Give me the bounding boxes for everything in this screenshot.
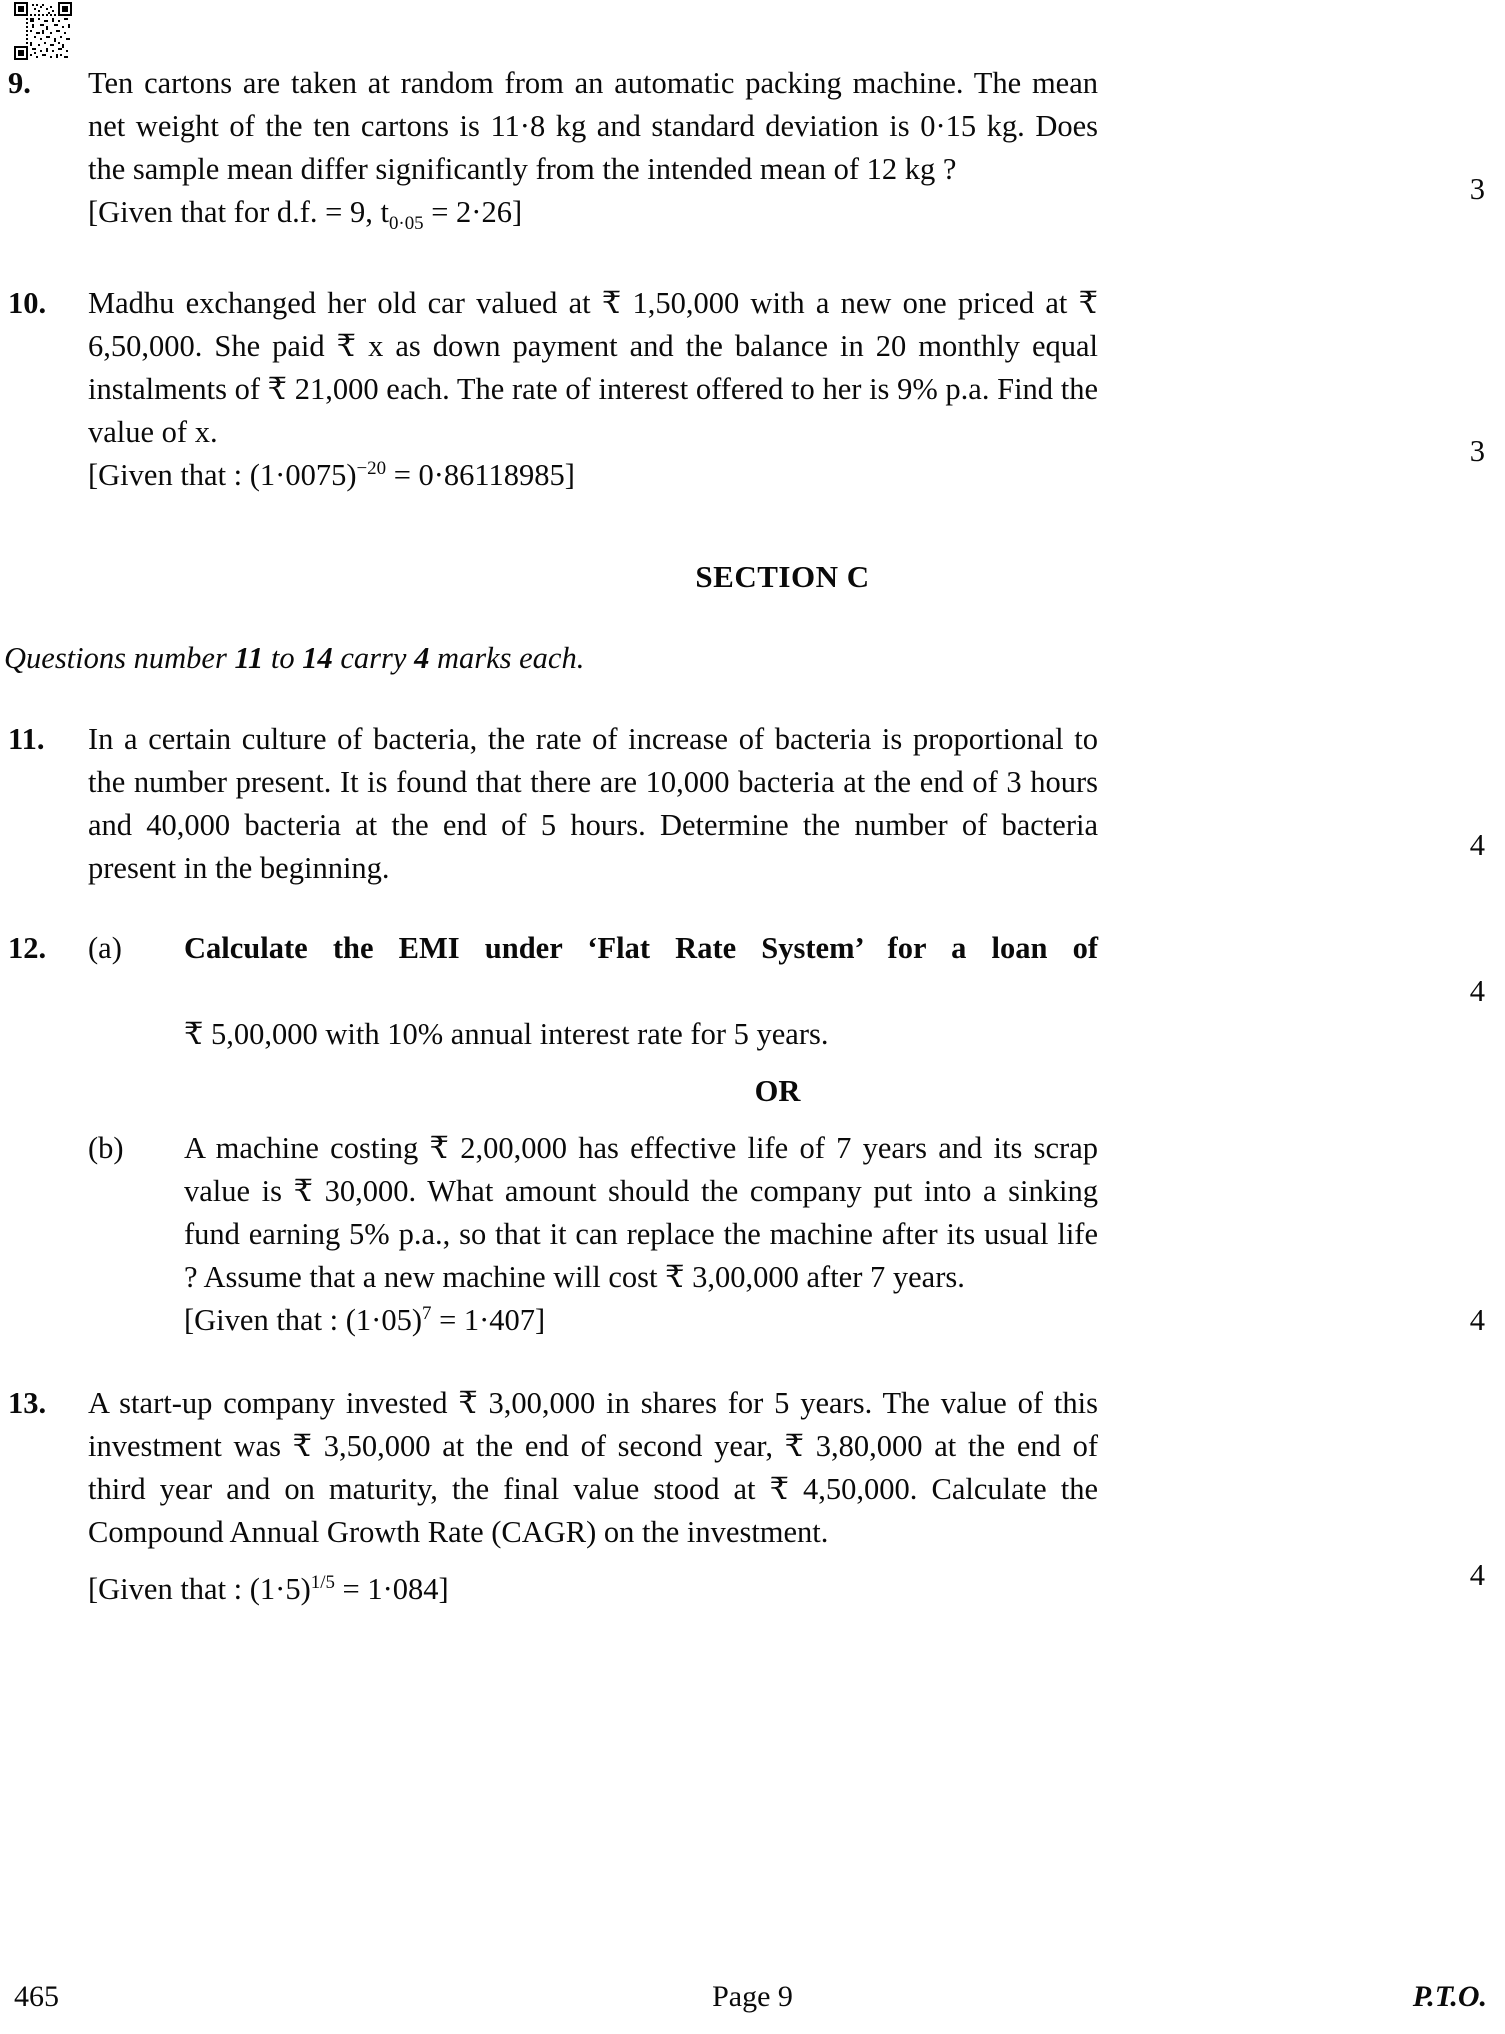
question-12a-marks: 4 bbox=[1469, 974, 1485, 1008]
or-separator: OR bbox=[754, 1074, 801, 1108]
question-9-given bbox=[0, 191, 1505, 234]
section-heading: SECTION C bbox=[695, 559, 870, 594]
question-12-number: 12. bbox=[8, 931, 47, 965]
question-13-given-suffix: = 1·084] bbox=[334, 1572, 449, 1606]
question-12b-given bbox=[0, 1299, 1505, 1342]
question-12b-given-suffix: = 1·407] bbox=[431, 1303, 546, 1337]
question-10-given bbox=[0, 454, 1505, 497]
instruction-part-2: to bbox=[263, 641, 303, 675]
question-12a-rest-text: ₹ 5,00,000 with 10% annual interest rate for 5 years. bbox=[184, 1017, 829, 1051]
question-9-given-subscript: 0·05 bbox=[388, 213, 424, 235]
question-12b-label: (b) bbox=[88, 1131, 124, 1165]
question-9-marks: 3 bbox=[1469, 172, 1485, 206]
question-13-marks: 4 bbox=[1469, 1558, 1485, 1592]
page-footer bbox=[0, 1980, 1505, 2026]
question-12b-text: A machine costing ₹ 2,00,000 has effective life of 7 years and its scrap value is ₹ 30,000. What amount should the company put into a sinking fund earning 5% p.a., so that it can replace the machine after its usual life ? Assume that a new machine will cost ₹ 3,00,000 after 7 years. bbox=[184, 1131, 1098, 1294]
question-9-number: 9. bbox=[8, 66, 31, 100]
question-10-text: Madhu exchanged her old car valued at ₹ 1,50,000 with a new one priced at ₹ 6,50,000. She paid ₹ x as down payment and the balance in 20 monthly equal instalments of ₹ 21,000 each. The rate of interest offered to her is 9% p.a. Find the value of x. bbox=[88, 286, 1098, 449]
question-12b-given-prefix: [Given that : (1·05) bbox=[184, 1303, 422, 1337]
instruction-part-0: Questions number bbox=[4, 641, 235, 675]
question-11-marks: 4 bbox=[1469, 828, 1485, 862]
question-10 bbox=[0, 282, 1505, 468]
question-12a-label: (a) bbox=[88, 931, 122, 965]
instruction-part-3: 14 bbox=[302, 641, 333, 675]
instruction-part-4: carry bbox=[332, 641, 415, 675]
question-9-given-prefix: [Given that for d.f. = 9, t bbox=[88, 195, 389, 229]
question-9 bbox=[0, 62, 1505, 206]
question-10-marks: 3 bbox=[1469, 434, 1485, 468]
footer-page-number: Page 9 bbox=[712, 1980, 793, 2013]
question-11-text: In a certain culture of bacteria, the rate of increase of bacteria is proportional to the number present. It is found that there are 10,000 bacteria at the end of 3 hours and 40,000 bacteria at the end of 5 hours. Determine the number of bacteria present in the beginning. bbox=[88, 722, 1098, 885]
question-9-text: Ten cartons are taken at random from an automatic packing machine. The mean net weight of the ten cartons is 11·8 kg and standard deviation is 0·15 kg. Does the sample mean differ significantly from the intended mean of 12 kg ? bbox=[88, 66, 1098, 186]
instruction-part-1: 11 bbox=[234, 641, 264, 675]
question-10-given-prefix: [Given that : (1·0075) bbox=[88, 458, 357, 492]
question-9-given-suffix: = 2·26] bbox=[423, 195, 523, 229]
footer-paper-code: 465 bbox=[14, 1980, 59, 2013]
question-11-number: 11. bbox=[8, 722, 45, 756]
question-10-number: 10. bbox=[8, 286, 47, 320]
question-13-given bbox=[0, 1568, 1505, 1611]
question-10-given-superscript: −20 bbox=[356, 457, 387, 479]
section-instruction bbox=[0, 641, 1505, 676]
instruction-part-5: 4 bbox=[414, 641, 430, 675]
question-13-given-prefix: [Given that : (1·5) bbox=[88, 1572, 311, 1606]
question-12 bbox=[0, 927, 1505, 1056]
question-13-number: 13. bbox=[8, 1386, 47, 1420]
question-12b-given-superscript: 7 bbox=[422, 1302, 432, 1324]
question-13-text: A start-up company invested ₹ 3,00,000 in shares for 5 years. The value of this investment was ₹ 3,50,000 at the end of second year, ₹ 3,80,000 at the end of third year and on maturity, the final value stood at ₹ 4,50,000. Calculate the Compound Annual Growth Rate (CAGR) on the investment. bbox=[88, 1386, 1098, 1549]
instruction-part-6: marks each. bbox=[429, 641, 585, 675]
question-12b-marks: 4 bbox=[1469, 1303, 1485, 1337]
footer-turn-over: P.T.O. bbox=[1412, 1980, 1487, 2013]
question-11 bbox=[0, 718, 1505, 890]
question-13-given-superscript: 1/5 bbox=[310, 1571, 335, 1593]
question-12a-bold-text: Calculate the EMI under ‘Flat Rate System’ for a loan of bbox=[184, 931, 1098, 965]
question-10-given-suffix: = 0·86118985] bbox=[386, 458, 575, 492]
